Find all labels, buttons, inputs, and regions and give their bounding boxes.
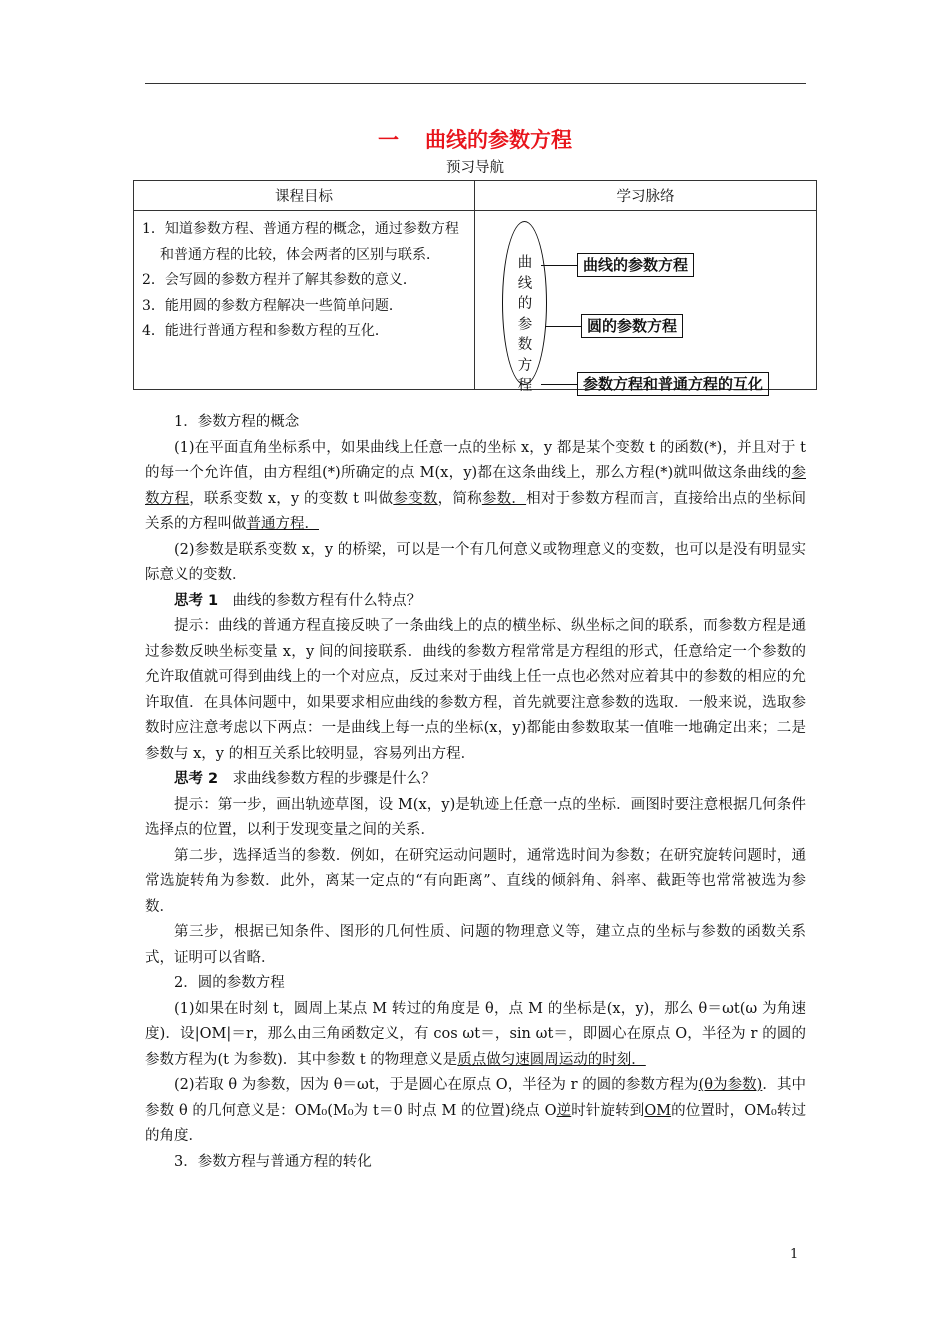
mind-map-branch: 曲线的参数方程: [577, 253, 694, 277]
goal-list: [134, 211, 474, 345]
paragraph: (1)如果在时刻 t，圆周上某点 M 转过的角度是 θ，点 M 的坐标是(x，y)，那么 θ＝ωt(ω 为角速度)．设|OM|＝r，那么由三角函数定义，有 cos ωt＝，sin ωt＝，即圆心在原点 O，半径为 r 的圆的参数方程为(t 为参数)．其中参数 t 的物理意义是质点做匀速圆周运动的时刻．: [145, 1000, 806, 1068]
section-heading: 3．参数方程与普通方程的转化: [174, 1153, 372, 1170]
paragraph: (2)参数是联系变数 x，y 的桥梁，可以是一个有几何意义或物理意义的变数，也可以是没有明显实际意义的变数．: [145, 541, 806, 583]
goal-item: 1．知道参数方程、普通方程的概念，通过参数方程和普通方程的比较，体会两者的区别与联系．: [142, 221, 459, 263]
outline-cell: [475, 211, 817, 394]
page-title: 一 曲线的参数方程: [378, 128, 572, 152]
mind-map: [475, 211, 816, 394]
goal-item: 3．能用圆的参数方程解决一些简单问题．: [142, 297, 403, 314]
paragraph: (1)在平面直角坐标系中，如果曲线上任意一点的坐标 x，y 都是某个变数 t 的函数(*)，并且对于 t 的每一个允许值，由方程组(*)所确定的点 M(x，y)都在这条曲线上，那么方程(*)就叫做这条曲线的参数方程，联系变数 x，y 的变数 t 叫做参变数，简称参数．相对于参数方程而言，直接给出点的坐标间关系的方程叫做普通方程．: [145, 439, 807, 532]
main-content: [145, 410, 806, 1175]
connector: [541, 265, 577, 266]
answer: 提示：第一步，画出轨迹草图，设 M(x，y)是轨迹上任意一点的坐标．画图时要注意根据几何条件选择点的位置，以利于发现变量之间的关系．: [145, 796, 806, 838]
goals-header: 课程目标: [134, 181, 475, 211]
mind-map-branch: 参数方程和普通方程的互化: [577, 372, 769, 396]
goals-table: [133, 180, 817, 394]
outline-header: 学习脉络: [475, 181, 817, 211]
header-rule: [145, 83, 806, 84]
goal-item: 2．会写圆的参数方程并了解其参数的意义．: [142, 272, 417, 288]
section-heading: 1．参数方程的概念: [174, 414, 300, 430]
goals-cell: [134, 211, 475, 390]
connector: [545, 326, 581, 327]
answer: 第三步，根据已知条件、图形的几何性质、问题的物理意义等，建立点的坐标与参数的函数关系式，证明可以省略．: [145, 924, 806, 966]
paragraph: (2)若取 θ 为参数，因为 θ＝ωt，于是圆心在原点 O，半径为 r 的圆的参数方程为(θ为参数)．其中参数 θ 的几何意义是：OM₀(M₀为 t＝0 时点 M 的位置)绕点 O逆时针旋转到OM的位置时，OM₀转过的角度．: [145, 1077, 807, 1144]
mind-map-center-label: 曲 线 的 参 数 方 程: [517, 255, 533, 394]
goal-item: 4．能进行普通方程和参数方程的互化．: [142, 323, 389, 339]
connector: [541, 384, 577, 385]
answer: 提示：曲线的普通方程直接反映了一条曲线上的点的横坐标、纵坐标之间的联系，而参数方程是通过参数反映坐标变量 x，y 间的间接联系．曲线的参数方程常常是方程组的形式，任意给定一个参数的允许取值就可得到曲线上的一个对应点，反过来对于曲线上任一点也必然对应着其中的参数的相应的允许取值．在具体问题中，如果要求相应曲线的参数方程，首先就要注意参数的选取．一般来说，选取参数时应注意考虑以下两点：一是曲线上每一点的坐标(x，y)都能由参数取某一值唯一地确定出来；二是参数与 x，y 的相互关系比较明显，容易列出方程．: [145, 618, 806, 762]
page-number: 1: [790, 1247, 799, 1262]
section-subtitle: 预习导航: [446, 160, 504, 176]
mind-map-branch: 圆的参数方程: [581, 314, 683, 338]
question: 思考 1 曲线的参数方程有什么特点？: [174, 592, 422, 609]
answer: 第二步，选择适当的参数．例如，在研究运动问题时，通常选时间为参数；在研究旋转问题时，通常选旋转角为参数．此外，离某一定点的“有向距离”、直线的倾斜角、斜率、截距等也常常被选为参数．: [145, 847, 806, 915]
section-heading: 2．圆的参数方程: [174, 975, 285, 991]
question: 思考 2 求曲线参数方程的步骤是什么？: [174, 771, 436, 787]
